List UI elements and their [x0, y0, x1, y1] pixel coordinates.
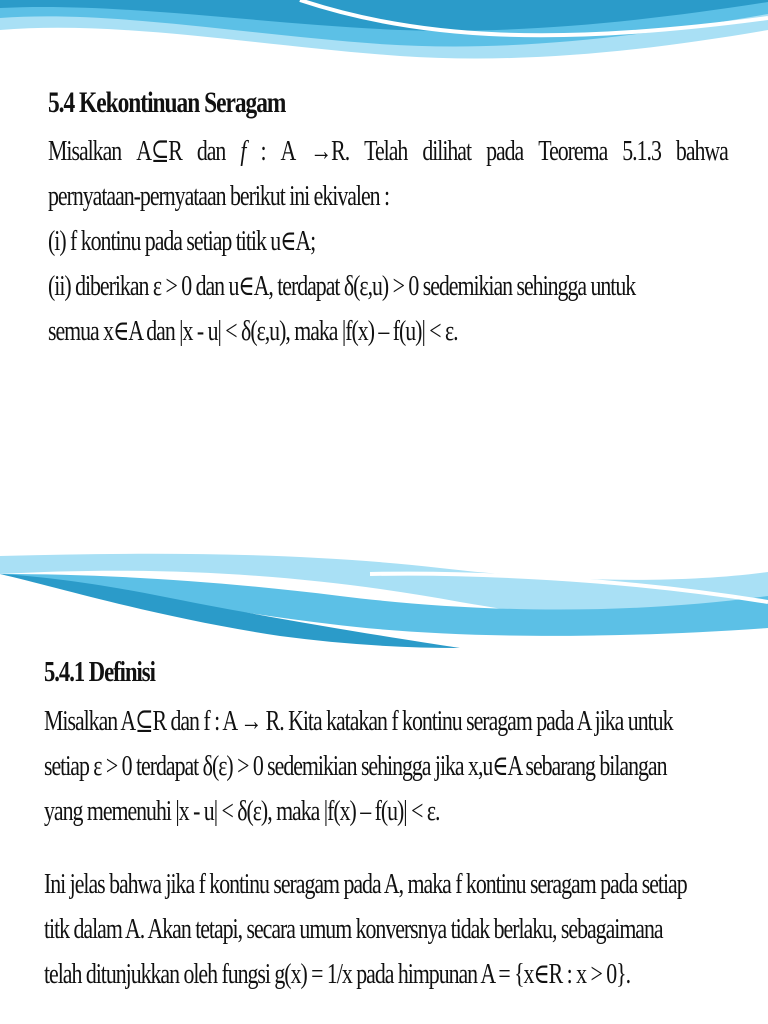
- slide-2-content: [44, 650, 728, 997]
- condition-i: (i) f kontinu pada setiap titik u∈A;: [48, 226, 316, 257]
- header-wave-decoration: [0, 512, 768, 662]
- definition-title: 5.4.1 Definisi: [44, 656, 155, 688]
- slide-2: [0, 512, 768, 1024]
- remark-line-1: Ini jelas bahwa jika f kontinu seragam pada A, maka f kontinu seragam pada setiap: [44, 869, 687, 900]
- word: dilihat: [422, 136, 472, 167]
- intro-line-2: pernyataan-pernyataan berikut ini ekivalen :: [48, 181, 390, 212]
- definition-line-2: setiap ε > 0 terdapat δ(ε) > 0 sedemikian sehingga jika x,u∈A sebarang bilangan: [44, 751, 667, 782]
- word: A: [280, 136, 296, 167]
- intro-line-1: [48, 129, 728, 174]
- word: Telah: [364, 136, 408, 167]
- header-wave-decoration: [0, 0, 768, 80]
- remark-line-2: titk dalam A. Akan tetapi, secara umum konversnya tidak berlaku, sebagaimana: [44, 914, 663, 945]
- word: :: [260, 136, 266, 167]
- word: bahwa: [675, 136, 728, 167]
- condition-ii-line-1: (ii) diberikan ε > 0 dan u∈A, terdapat δ(ε,u) > 0 sedemikian sehingga untuk: [48, 271, 636, 302]
- condition-ii-line-2: semua x∈A dan |x - u| < δ(ε,u), maka |f(x) – f(u)| < ε.: [48, 316, 458, 347]
- section-title: 5.4 Kekontinuan Seragam: [48, 86, 286, 119]
- word: pada: [486, 136, 524, 167]
- word: A⊆R: [136, 136, 182, 167]
- word: 5.1.3: [622, 136, 661, 167]
- word: dan: [196, 136, 226, 167]
- word: Misalkan: [48, 136, 122, 167]
- word: f: [240, 136, 246, 167]
- definition-line-3: yang memenuhi |x - u| < δ(ε), maka |f(x) – f(u)| < ε.: [44, 796, 440, 827]
- spacer: [44, 834, 728, 862]
- remark-line-3: telah ditunjukkan oleh fungsi g(x) = 1/x pada himpunan A = {x∈R : x > 0}.: [44, 959, 631, 990]
- word: →R.: [310, 136, 350, 167]
- definition-line-1: Misalkan A⊆R dan f : A → R. Kita katakan f kontinu seragam pada A jika untuk: [44, 706, 673, 737]
- slide-1-content: [48, 80, 728, 354]
- word: Teorema: [538, 136, 608, 167]
